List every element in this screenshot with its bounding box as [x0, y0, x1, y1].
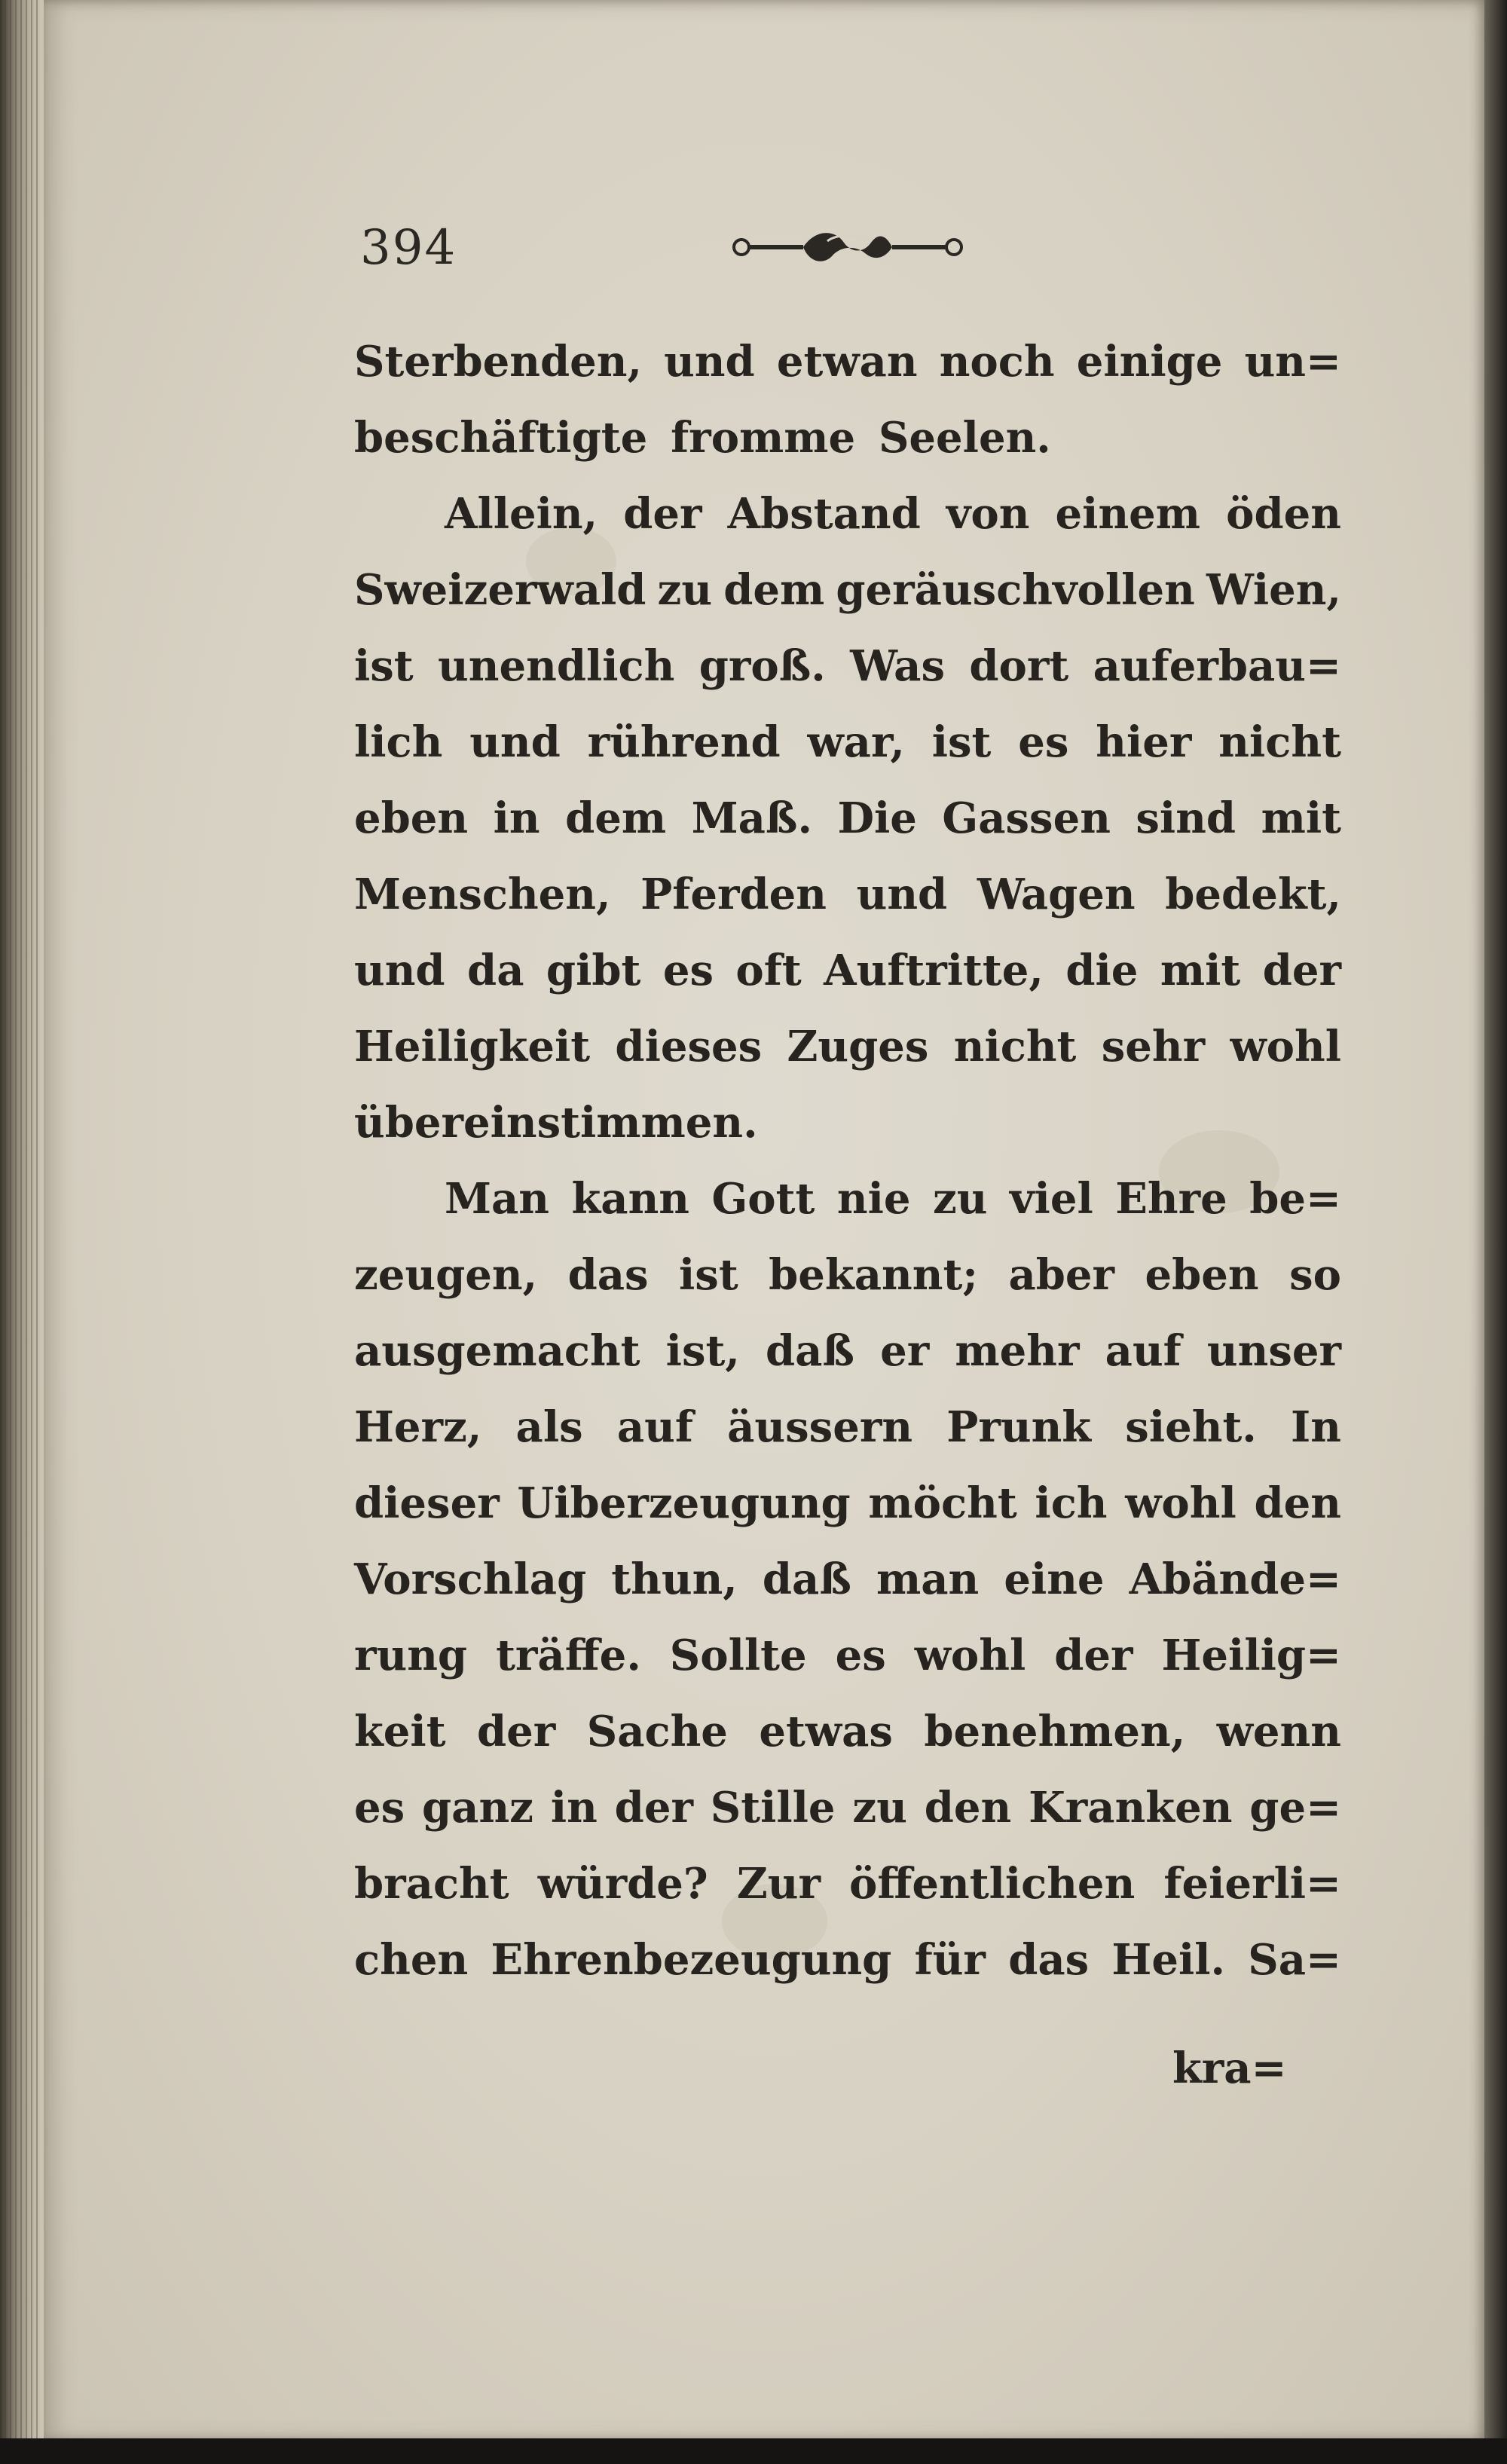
text-word: zu [852, 1783, 907, 1833]
text-word: übereinstimmen. [354, 1098, 758, 1148]
text-word: keit [354, 1707, 446, 1756]
text-word: sehr [1101, 1022, 1206, 1072]
text-word: Was [850, 641, 945, 691]
text-word: daß [765, 1326, 854, 1376]
text-word: Sache [586, 1707, 728, 1756]
text-word: zeugen, [354, 1250, 538, 1300]
text-word: Menschen, [354, 870, 611, 919]
text-word: mehr [955, 1326, 1080, 1376]
bottom-shadow [0, 2438, 1507, 2464]
text-word: etwas [759, 1707, 893, 1756]
text-word: es [835, 1631, 886, 1680]
text-word: beschäftigte [354, 413, 648, 463]
text-word: Zuges [787, 1022, 929, 1072]
text-word: die [1065, 946, 1139, 995]
text-word: Prunk [946, 1402, 1092, 1452]
text-word: der [614, 1783, 693, 1833]
text-word: un= [1244, 337, 1341, 387]
text-word: von [946, 489, 1030, 539]
text-word: geräuschvollen [836, 565, 1195, 615]
text-line [354, 552, 1341, 628]
text-word: Maß. [691, 793, 812, 843]
text-word: dieser [354, 1478, 500, 1528]
text-word: bekannt; [769, 1250, 978, 1300]
text-word: es [354, 1783, 405, 1833]
text-word: das [567, 1250, 649, 1300]
text-line [354, 1846, 1341, 1922]
text-word: Uiberzeugung [517, 1478, 851, 1528]
text-word: und [664, 337, 755, 387]
text-word: mit [1160, 946, 1241, 995]
text-word: Vorschlag [354, 1555, 587, 1604]
text-word: wohl [914, 1631, 1026, 1680]
text-word: es [1018, 717, 1069, 767]
text-line [354, 1770, 1341, 1846]
text-word: den [1254, 1478, 1341, 1528]
text-line [354, 1922, 1341, 1998]
text-word: der [1262, 946, 1341, 995]
text-line [354, 1237, 1341, 1313]
text-word: chen [354, 1935, 469, 1985]
text-word: benehmen, [924, 1707, 1186, 1756]
text-word: be= [1249, 1174, 1341, 1224]
text-word: Heil. [1111, 1935, 1226, 1985]
text-word: ausgemacht [354, 1326, 640, 1376]
text-word: in [493, 793, 540, 843]
text-word: man [876, 1555, 980, 1604]
text-word: In [1291, 1402, 1341, 1452]
text-word: zu [657, 565, 713, 615]
text-word: möcht [868, 1478, 1017, 1528]
text-line [354, 1009, 1341, 1085]
text-word: bracht [354, 1859, 509, 1909]
text-word: Sollte [669, 1631, 807, 1680]
text-word: einige [1076, 337, 1223, 387]
text-word: der [1054, 1631, 1133, 1680]
text-word: gibt [546, 946, 641, 995]
text-word: das [1008, 1935, 1090, 1985]
catchword: kra= [1172, 2044, 1287, 2093]
text-word: daß [762, 1555, 851, 1604]
text-word: Pferden [640, 870, 827, 919]
text-word: rührend [587, 717, 781, 767]
text-word: öffentlichen [849, 1859, 1136, 1909]
text-word: sind [1136, 793, 1236, 843]
text-word: Ehre [1115, 1174, 1227, 1224]
text-word: in [550, 1783, 598, 1833]
text-word: fromme [671, 413, 856, 463]
text-word: Auftritte, [824, 946, 1044, 995]
text-line [354, 1313, 1341, 1389]
text-word: unendlich [438, 641, 675, 691]
text-word: ge= [1249, 1783, 1341, 1833]
text-word: einem [1055, 489, 1201, 539]
text-word: der [477, 1707, 556, 1756]
text-word: Kranken [1029, 1783, 1233, 1833]
text-word: Abstand [727, 489, 921, 539]
text-word: rung [354, 1631, 468, 1680]
text-word: Heiligkeit [354, 1022, 591, 1072]
text-word: Seelen. [878, 413, 1051, 463]
text-word: wenn [1216, 1707, 1341, 1756]
text-word: lich [354, 717, 443, 767]
text-word: Die [837, 793, 917, 843]
text-word: der [623, 489, 702, 539]
text-word: unser [1206, 1326, 1341, 1376]
text-line [354, 476, 1341, 552]
text-word: nicht [953, 1022, 1077, 1072]
text-word: Gassen [942, 793, 1111, 843]
text-line [354, 705, 1341, 781]
text-line [354, 324, 1341, 400]
text-word: ist [679, 1250, 738, 1300]
text-line [354, 781, 1341, 857]
text-word: dem [565, 793, 667, 843]
right-margin-shadow [1483, 0, 1507, 2464]
text-word: Stille [710, 1783, 836, 1833]
text-word: Heilig= [1161, 1631, 1341, 1680]
text-word: für [914, 1935, 986, 1985]
text-word: und [469, 717, 561, 767]
text-word: thun, [611, 1555, 738, 1604]
text-word: Allein, [445, 489, 598, 539]
text-word: auferbau= [1093, 641, 1341, 691]
text-word: Ehrenbezeugung [491, 1935, 892, 1985]
body-text [354, 324, 1341, 1998]
text-word: kann [571, 1174, 689, 1224]
text-line [354, 1618, 1341, 1694]
text-word: ich [1035, 1478, 1108, 1528]
text-word: groß. [698, 641, 826, 691]
printer-ornament-icon [731, 223, 964, 271]
text-word: zu [933, 1174, 988, 1224]
text-word: ist [354, 641, 414, 691]
text-word: als [515, 1402, 583, 1452]
text-word: Sterbenden, [354, 337, 642, 387]
text-word: Herz, [354, 1402, 482, 1452]
text-word: Gott [711, 1174, 815, 1224]
text-word: dort [969, 641, 1069, 691]
text-word: aber [1008, 1250, 1115, 1300]
text-word: hier [1096, 717, 1192, 767]
page-edge-stack [5, 0, 41, 2464]
text-word: nicht [1218, 717, 1341, 767]
text-word: wohl [1230, 1022, 1341, 1072]
text-line [354, 1694, 1341, 1770]
text-line [354, 1466, 1341, 1542]
text-word: Abände= [1129, 1555, 1341, 1604]
text-word: wohl [1125, 1478, 1236, 1528]
text-word: eine [1004, 1555, 1105, 1604]
text-word: öden [1226, 489, 1341, 539]
text-word: oft [735, 946, 802, 995]
text-word: er [880, 1326, 930, 1376]
text-word: und [354, 946, 445, 995]
text-word: etwan [776, 337, 918, 387]
text-word: äussern [727, 1402, 913, 1452]
text-word: träffe. [496, 1631, 641, 1680]
text-word: Sweizerwald [354, 565, 647, 615]
text-word: mit [1261, 793, 1341, 843]
text-word: Man [445, 1174, 549, 1224]
text-line [354, 857, 1341, 933]
text-word: da [467, 946, 524, 995]
text-word: ganz [422, 1783, 533, 1833]
text-line [354, 628, 1341, 705]
text-line [354, 400, 1341, 476]
text-line [354, 1085, 1341, 1161]
text-word: dieses [615, 1022, 763, 1072]
text-word: und [856, 870, 948, 919]
text-word: sieht. [1125, 1402, 1257, 1452]
text-word: viel [1010, 1174, 1093, 1224]
text-word: den [924, 1783, 1012, 1833]
text-line [354, 1542, 1341, 1618]
text-word: auf [1105, 1326, 1181, 1376]
text-word: eben [354, 793, 469, 843]
text-line [354, 1161, 1341, 1237]
text-word: Sa= [1248, 1935, 1341, 1985]
page-number: 394 [360, 220, 457, 276]
text-word: ist, [665, 1326, 740, 1376]
text-word: feierli= [1163, 1859, 1341, 1909]
text-word: ist [931, 717, 992, 767]
text-word: Wien, [1206, 565, 1341, 615]
text-line [354, 933, 1341, 1009]
text-word: eben [1145, 1250, 1259, 1300]
text-word: noch [939, 337, 1055, 387]
text-word: bedekt, [1165, 870, 1341, 919]
text-word: nie [836, 1174, 911, 1224]
text-word: so [1289, 1250, 1341, 1300]
text-word: Zur [736, 1859, 821, 1909]
text-line [354, 1389, 1341, 1466]
text-word: es [662, 946, 714, 995]
text-word: würde? [537, 1859, 708, 1909]
text-word: auf [616, 1402, 693, 1452]
text-word: Wagen [977, 870, 1136, 919]
text-word: dem [723, 565, 825, 615]
text-word: war, [807, 717, 905, 767]
